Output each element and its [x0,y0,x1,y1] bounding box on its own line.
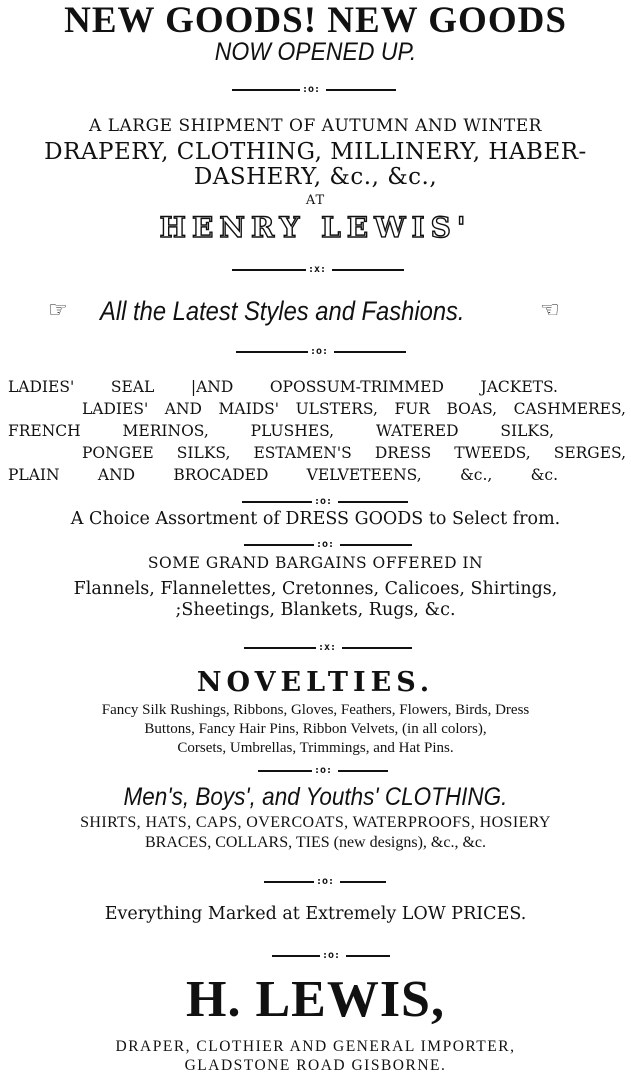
divider-mark: :o: [316,876,335,887]
prices-line: Everything Marked at Extremely LOW PRICES. [104,904,527,924]
styles-banner: All the Latest Styles and Fashions. [100,296,465,326]
jackets-line-2: LADIES' AND MAIDS' ULSTERS, FUR BOAS, CASHMERES, [82,400,626,418]
divider-1 [232,84,396,96]
divider-mark: :o: [314,765,333,776]
jackets-line-4: PONGEE SILKS, ESTAMEN'S DRESS TWEEDS, SERGES, [82,444,626,462]
novelties-line-1: Fancy Silk Rushings, Ribbons, Gloves, Feathers, Flowers, Birds, Dress [101,702,530,718]
jackets-line-1: LADIES' SEAL |AND OPOSSUM-TRIMMED JACKETS. [8,378,558,396]
divider-mark: :o: [322,950,341,961]
novelties-line-2: Buttons, Fancy Hair Pins, Ribbon Velvets, (in all colors), [144,721,487,737]
intro-line-2: DRAPERY, CLOTHING, MILLINERY, HABER- [44,139,587,165]
divider-mark: :x: [318,642,337,653]
bargains-line-2: ;Sheetings, Blankets, Rugs, &c. [175,600,456,620]
subheadline: NOW OPENED UP. [214,38,417,66]
divider-mark: :o: [316,539,335,550]
styles-banner-row [0,298,631,332]
divider-7 [258,765,388,777]
jackets-line-3: FRENCH MERINOS, PLUSHES, WATERED SILKS, [8,422,554,440]
divider-6 [244,642,412,654]
divider-mark: :o: [314,496,333,507]
dress-goods: A Choice Assortment of DRESS GOODS to Select from. [70,509,561,529]
divider-5 [244,539,412,551]
divider-mark: :o: [310,346,329,357]
intro-at: AT [305,193,326,208]
intro-line-1: A LARGE SHIPMENT OF AUTUMN AND WINTER [89,116,542,136]
bargains-line-1: Flannels, Flannelettes, Cretonnes, Calicoes, Shirtings, [73,579,558,599]
novelties-heading: NOVELTIES. [196,667,435,698]
store-name: HENRY LEWIS' [159,211,472,244]
clothing-heading: Men's, Boys', and Youths' CLOTHING. [123,783,508,811]
pointing-hand-icon: ☞ [48,298,68,323]
divider-mark: :o: [302,84,321,95]
novelties-line-3: Corsets, Umbrellas, Trimmings, and Hat Pins. [177,740,454,756]
footer-line-1: DRAPER, CLOTHIER AND GENERAL IMPORTER, [115,1038,516,1055]
divider-4 [242,496,408,508]
jackets-line-5: PLAIN AND BROCADED VELVETEENS, &c., &c. [8,466,558,484]
pointing-hand-left-icon: ☜ [540,298,560,323]
clothing-line-2: BRACES, COLLARS, TIES (new designs), &c., &c. [144,834,487,851]
divider-mark: :x: [308,264,327,275]
intro-line-3: DASHERY, &c., &c., [193,164,438,190]
divider-9 [272,950,390,962]
headline: NEW GOODS! NEW GOODS [64,0,567,41]
divider-8 [264,876,386,888]
divider-2 [232,264,410,276]
clothing-line-1: SHIRTS, HATS, CAPS, OVERCOATS, WATERPROOFS, HOSIERY [80,814,551,831]
divider-3 [236,346,406,358]
footer-line-2: GLADSTONE ROAD GISBORNE. [184,1057,447,1074]
footer-name: H. LEWIS, [186,971,445,1028]
bargains-heading: SOME GRAND BARGAINS OFFERED IN [147,554,484,572]
